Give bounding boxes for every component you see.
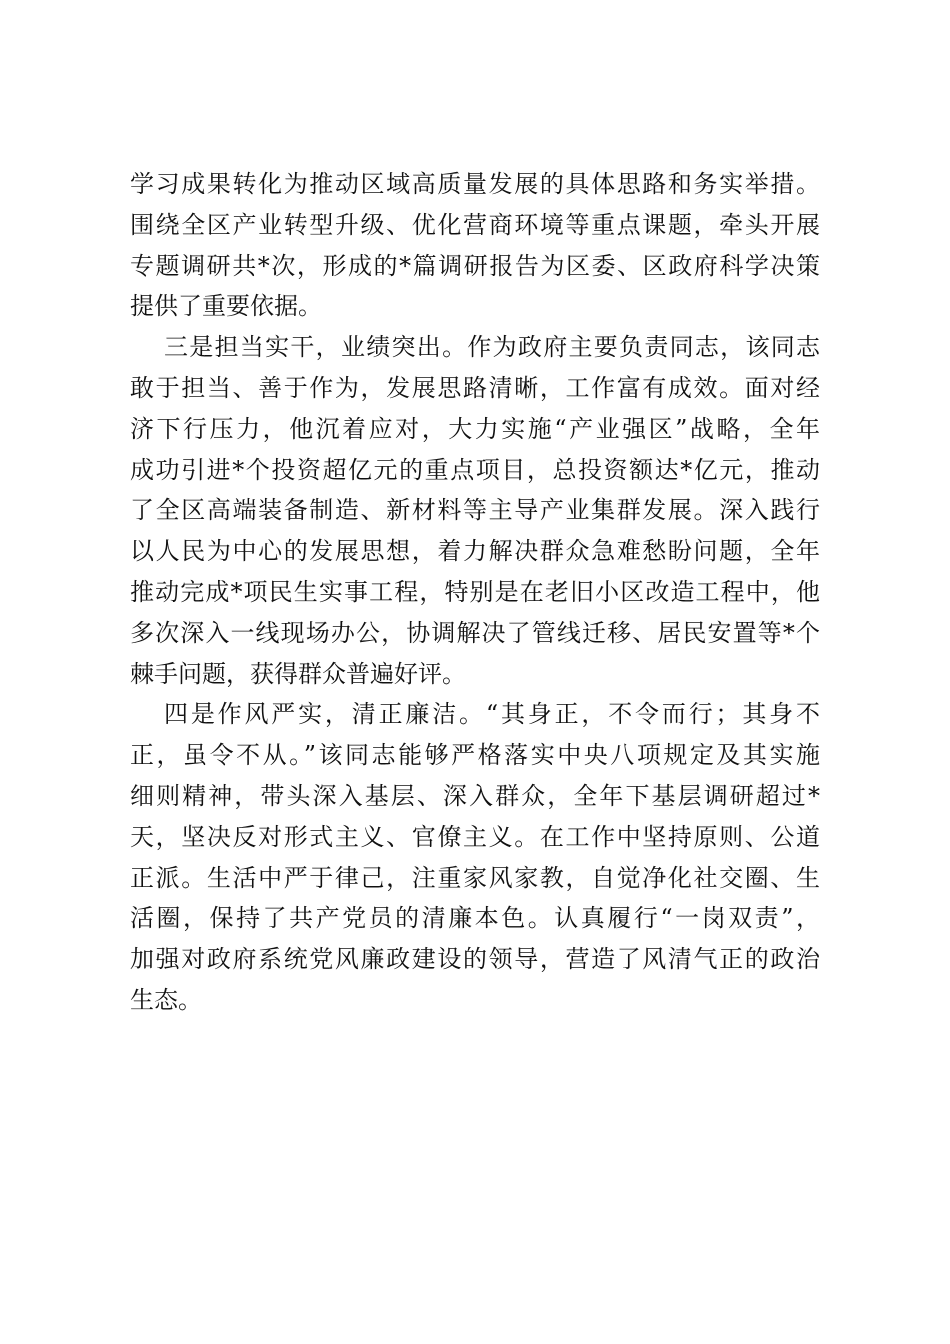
text-line: 活圈，保持了共产党员的清廉本色。认真履行“一岗双责”， [130,904,820,933]
text-line: 围绕全区产业转型升级、优化营商环境等重点课题，牵头开展 [130,210,820,239]
text-line: 济下行压力，他沉着应对，大力实施“产业强区”战略，全年 [130,414,820,443]
text-line: 四是作风严实，清正廉洁。“其身正，不令而行；其身不 [164,700,820,729]
text-line: 正，虽令不从。”该同志能够严格落实中央八项规定及其实施 [130,741,820,770]
text-line: 多次深入一线现场办公，协调解决了管线迁移、居民安置等*个 [130,618,820,647]
text-line: 学习成果转化为推动区域高质量发展的具体思路和务实举措。 [130,170,820,198]
text-line: 推动完成*项民生实事工程，特别是在老旧小区改造工程中，他 [130,577,820,606]
text-line: 敢于担当、善于作为，发展思路清晰，工作富有成效。面对经 [130,373,820,402]
text-line: 加强对政府系统党风廉政建设的领导，营造了风清气正的政治 [130,945,820,974]
text-line: 专题调研共*次，形成的*篇调研报告为区委、区政府科学决策 [130,251,820,280]
text-line: 正派。生活中严于律己，注重家风家教，自觉净化社交圈、生 [130,863,820,892]
text-line: 天，坚决反对形式主义、官僚主义。在工作中坚持原则、公道 [130,822,820,851]
text-line: 生态。 [130,985,202,1014]
text-line: 以人民为中心的发展思想，着力解决群众急难愁盼问题，全年 [130,537,820,566]
text-line: 了全区高端装备制造、新材料等主导产业集群发展。深入践行 [130,496,820,525]
text-line: 三是担当实干，业绩突出。作为政府主要负责同志，该同志 [164,333,820,362]
text-line: 棘手问题，获得群众普遍好评。 [130,659,466,688]
text-line: 细则精神，带头深入基层、深入群众，全年下基层调研超过* [130,781,820,810]
paragraph-point-three [130,327,820,694]
paragraph-point-four [130,694,820,1020]
text-line: 成功引进*个投资超亿元的重点项目，总投资额达*亿元，推动 [130,455,820,484]
document-body [130,164,820,1021]
text-line: 提供了重要依据。 [130,292,322,321]
paragraph-research-continuation [130,164,820,327]
